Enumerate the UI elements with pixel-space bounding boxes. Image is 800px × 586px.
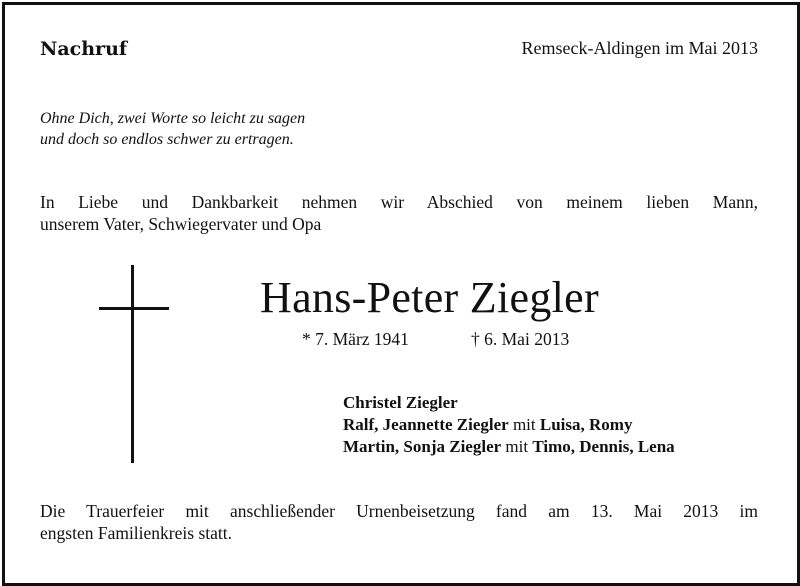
closing-line: Die Trauerfeier mit anschließender Urnenbeisetzung fand am 13. Mai 2013 im — [40, 501, 758, 521]
closing-line: engsten Familienkreis statt. — [40, 523, 232, 543]
verse-line: Ohne Dich, zwei Worte so leicht zu sagen — [40, 110, 306, 127]
death-date: † 6. Mai 2013 — [471, 329, 570, 349]
birth-date: * 7. März 1941 — [302, 329, 409, 349]
family-connector: mit — [501, 437, 533, 456]
notice-heading: Nachruf — [40, 38, 128, 60]
cross-vertical — [131, 265, 134, 463]
closing-text — [40, 500, 758, 544]
intro-text — [40, 191, 758, 235]
deceased-name: Hans-Peter Ziegler — [260, 273, 599, 322]
family-names: Martin, Sonja Ziegler — [343, 437, 502, 456]
family-list — [343, 392, 675, 458]
family-children: Timo, Dennis, Lena — [532, 437, 675, 456]
place-date: Remseck-Aldingen im Mai 2013 — [521, 38, 758, 58]
intro-line: In Liebe und Dankbarkeit nehmen wir Abschied von meinem lieben Mann, — [40, 192, 758, 212]
family-names: Ralf, Jeannette Ziegler — [343, 415, 509, 434]
intro-line: unserem Vater, Schwiegervater und Opa — [40, 214, 322, 234]
verse — [40, 108, 305, 150]
cross-horizontal — [99, 307, 169, 310]
verse-line: und doch so endlos schwer zu ertragen. — [40, 131, 294, 148]
family-names: Christel Ziegler — [343, 393, 458, 412]
cross-icon — [99, 265, 169, 465]
family-row — [343, 436, 675, 458]
family-row — [343, 392, 675, 414]
family-row — [343, 414, 675, 436]
family-connector: mit — [508, 415, 540, 434]
family-children: Luisa, Romy — [539, 415, 633, 434]
